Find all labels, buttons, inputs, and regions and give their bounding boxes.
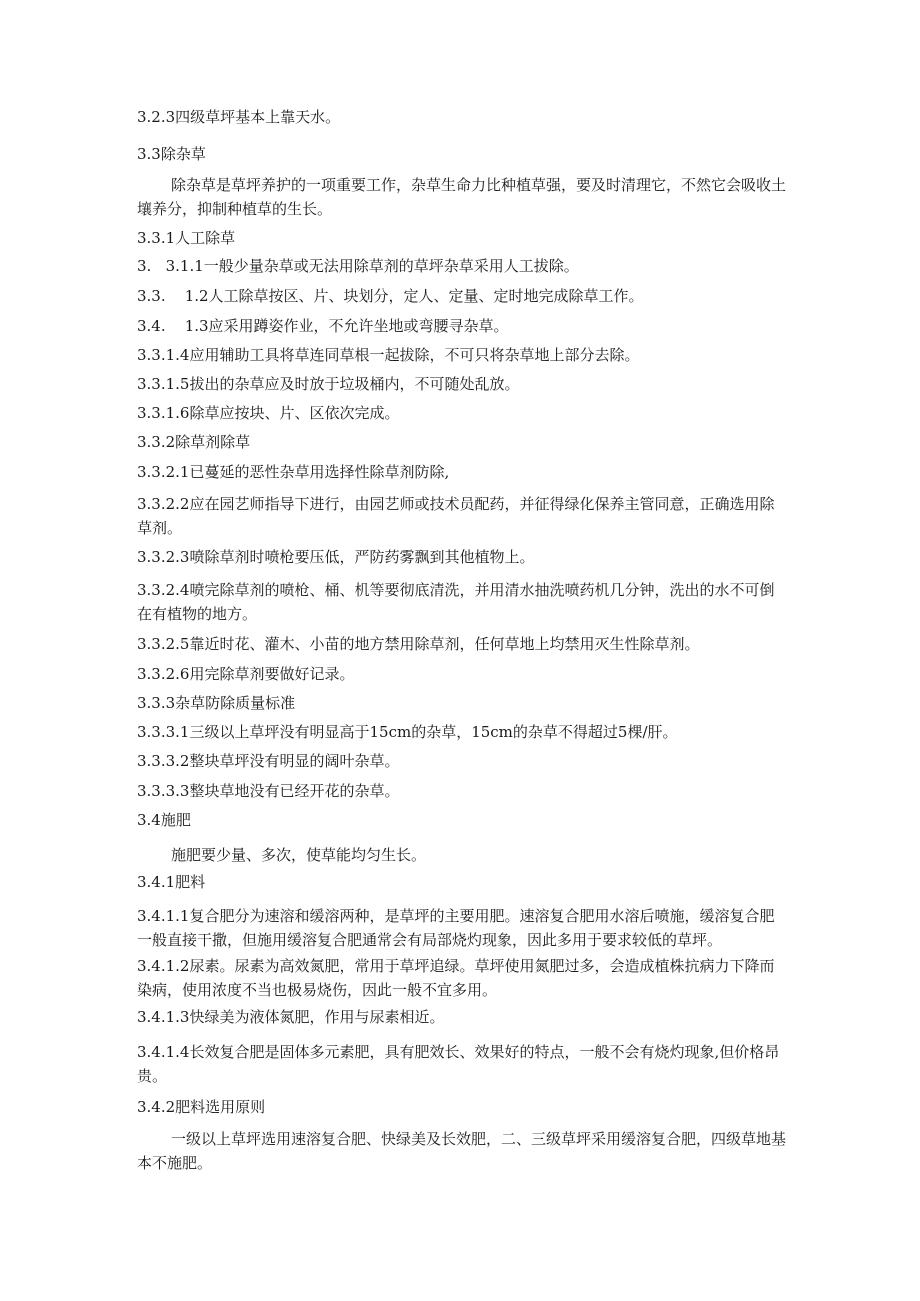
heading-3-4-1: 3.4.1肥料	[137, 873, 206, 891]
heading-3-3-1: 3.3.1人工除草	[137, 229, 236, 247]
paragraph-3-2-3: 3.2.3四级草坪基本上靠天水。	[137, 108, 341, 126]
paragraph-3-3-2-2: 3.3.2.2应在园艺师指导下进行，由园艺师或技术员配药，并征得绿化保养主管同意，正确选用除草剂。	[137, 495, 775, 537]
paragraph-fertilizer-selection: 一级以上草坪选用速溶复合肥、快绿美及长效肥，二、三级草坪采用缓溶复合肥，四级草地基本不施肥。	[137, 1130, 787, 1172]
paragraph-weeding-intro: 除杂草是草坪养护的一项重要工作，杂草生命力比种植草强，要及时清理它，不然它会吸收土壤养分，抑制种植草的生长。	[137, 176, 787, 218]
paragraph-3-3-1-4: 3.3.1.4应用辅助工具将草连同草根一起拔除，不可只将杂草地上部分去除。	[137, 346, 640, 364]
paragraph-3-4-1-2: 3.4.1.2尿素。尿素为高效氮肥，常用于草坪追绿。草坪使用氮肥过多，会造成植株抗病力下降而染病，使用浓度不当也极易烧伤，因此一般不宜多用。	[137, 957, 775, 999]
heading-3-3-2: 3.3.2除草剂除草	[137, 433, 251, 451]
paragraph-3-3-1-3: 3.4. 1.3应采用蹲姿作业，不允许坐地或弯腰寻杂草。	[137, 317, 509, 335]
paragraph-3-3-2-4: 3.3.2.4喷完除草剂的喷枪、桶、机等要彻底清洗，并用清水抽洗喷药机几分钟，洗出的水不可倒在有植物的地方。	[137, 581, 775, 623]
paragraph-3-3-2-6: 3.3.2.6用完除草剂要做好记录。	[137, 665, 355, 683]
paragraph-3-4-1-1: 3.4.1.1复合肥分为速溶和缓溶两种，是草坪的主要用肥。速溶复合肥用水溶后喷施，缓溶复合肥一般直接干撒，但施用缓溶复合肥通常会有局部烧灼现象，因此多用于要求较低的草坪。	[137, 907, 775, 949]
paragraph-3-3-1-2: 3.3. 1.2人工除草按区、片、块划分，定人、定量、定时地完成除草工作。	[137, 287, 644, 305]
heading-3-4: 3.4施肥	[137, 811, 191, 829]
paragraph-fertilizing-intro: 施肥要少量、多次，使草能均匀生长。	[171, 846, 427, 864]
paragraph-3-3-3-2: 3.3.3.2整块草坪没有明显的阔叶杂草。	[137, 752, 400, 770]
paragraph-3-4-1-3: 3.4.1.3快绿美为液体氮肥，作用与尿素相近。	[137, 1008, 445, 1026]
heading-3-3: 3.3除杂草	[137, 145, 206, 163]
paragraph-3-3-1-1: 3. 3.1.1一般少量杂草或无法用除草剂的草坪杂草采用人工拔除。	[137, 257, 579, 275]
heading-3-3-3: 3.3.3杂草防除质量标准	[137, 694, 296, 712]
paragraph-3-3-2-1: 3.3.2.1已蔓延的恶性杂草用选择性除草剂防除,	[137, 463, 450, 481]
heading-3-4-2: 3.4.2肥料选用原则	[137, 1098, 266, 1116]
paragraph-3-3-2-3: 3.3.2.3喷除草剂时喷枪要压低，严防药雾飘到其他植物上。	[137, 548, 535, 566]
paragraph-3-3-1-6: 3.3.1.6除草应按块、片、区依次完成。	[137, 404, 400, 422]
paragraph-3-3-1-5: 3.3.1.5拔出的杂草应及时放于垃圾桶内，不可随处乱放。	[137, 375, 520, 393]
paragraph-3-3-3-3: 3.3.3.3整块草地没有已经开花的杂草。	[137, 782, 400, 800]
paragraph-3-3-2-5: 3.3.2.5靠近时花、灌木、小苗的地方禁用除草剂，任何草地上均禁用灭生性除草剂。	[137, 635, 700, 653]
paragraph-3-4-1-4: 3.4.1.4长效复合肥是固体多元素肥，具有肥效长、效果好的特点，一般不会有烧灼现象,但价格昂贵。	[137, 1043, 780, 1085]
paragraph-3-3-3-1: 3.3.3.1三级以上草坪没有明显高于15cm的杂草，15cm的杂草不得超过5棵/肝。	[137, 723, 678, 741]
